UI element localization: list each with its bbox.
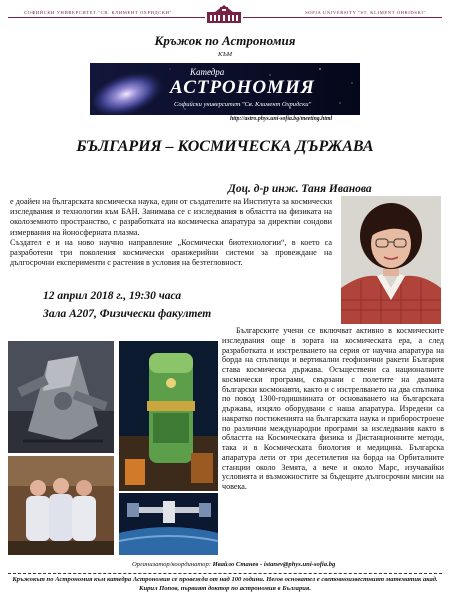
footer-note: Кръжокът по Астрономия към катедра Астрономия се провежда от над 100 години. Негов основател е световноизвестният математик акад. Кирил Попов, първият доктор по астрономия в България. xyxy=(12,576,438,592)
meeting-url-link[interactable]: http://astro.phys.uni-sofia.bg/meeting.html xyxy=(230,116,333,122)
club-title: Кръжок по Астрономия xyxy=(154,33,296,48)
organizer-label: Организатор/координатор: xyxy=(132,561,211,568)
university-name-en: SOFIA UNIVERSITY "ST. KLIMENT OHRIDSKI" xyxy=(305,10,426,15)
speaker-portrait xyxy=(341,196,441,324)
satellite-photo xyxy=(8,341,114,453)
organizer-contact: Ивайло Станев - istanev@phys.uni-sofia.bg xyxy=(212,561,336,568)
organizer-line xyxy=(132,561,335,568)
speaker-name: Доц. д-р инж. Таня Иванова xyxy=(228,183,372,195)
department-banner xyxy=(90,63,360,115)
cosmonauts-photo xyxy=(8,456,114,555)
speaker-bio xyxy=(10,197,332,268)
event-venue: Зала А207, Физически факултет xyxy=(43,308,212,320)
event-date: 12 април 2018 г., 19:30 часа xyxy=(43,290,182,302)
footer-divider xyxy=(8,573,442,574)
bio-paragraph: Създател е и на ново научно направление „Космически биотехнологии“, в което са разработени три поколения космически оранжерийни системи за провеждане на дългосрочни експерименти с растения в условия на безтегловност. xyxy=(10,237,332,268)
club-to-label: КЪМ xyxy=(217,51,233,58)
banner-katedra: Катедра xyxy=(190,67,225,77)
space-station-module-photo xyxy=(119,341,218,491)
university-header xyxy=(8,9,442,23)
banner-subtitle: Софийски университет "Св. Климент Охридски" xyxy=(174,101,312,108)
university-building-icon xyxy=(205,4,243,25)
orbital-station-photo xyxy=(119,493,218,555)
bio-paragraph: е доайен на българската космическа наука, един от създателите на Института за космически изследвания и технологии към БАН. Занимава се с изследвания в областта на физиката на околоземното пространство, с разработката на космическа апаратура за директни сондови измервания на йоносферната плазма. xyxy=(10,197,332,237)
lecture-title: БЪЛГАРИЯ – КОСМИЧЕСКА ДЪРЖАВА xyxy=(76,138,374,155)
lecture-abstract: Българските учени се включват активно в космическите изследвания още в зората на космическата ера, а след разработката и изстрелването на серия от научна апаратура на борда на спътници и вертикални геофизични ракети България става космическа държава. Осъществени са националните космически програми, свързани с полетите на двамата български космонавти, както и с изстрелването на два спътника по повод 1300-годишнината от основаването на българската държава, изцяло оборудвани с наша апаратура. Изредени са накратко постиженията на българската наука и приборостроене по различни международни програми за изследвания както в областта на Космическата физика и Дистанционните методи, така и в Космическата биология и медицина. Българска апаратура лети от три десетилетия на борда на Орбиталните станции около Земята, а вече и около Марс, изучавайки условията и възможностите за бъдещите дългосрочни мисии на човека. xyxy=(222,326,444,491)
university-name-bg: СОФИЙСКИ УНИВЕРСИТЕТ "СВ. КЛИМЕНТ ОХРИДСКИ" xyxy=(24,10,172,15)
banner-department-name: АСТРОНОМИЯ xyxy=(170,77,315,98)
